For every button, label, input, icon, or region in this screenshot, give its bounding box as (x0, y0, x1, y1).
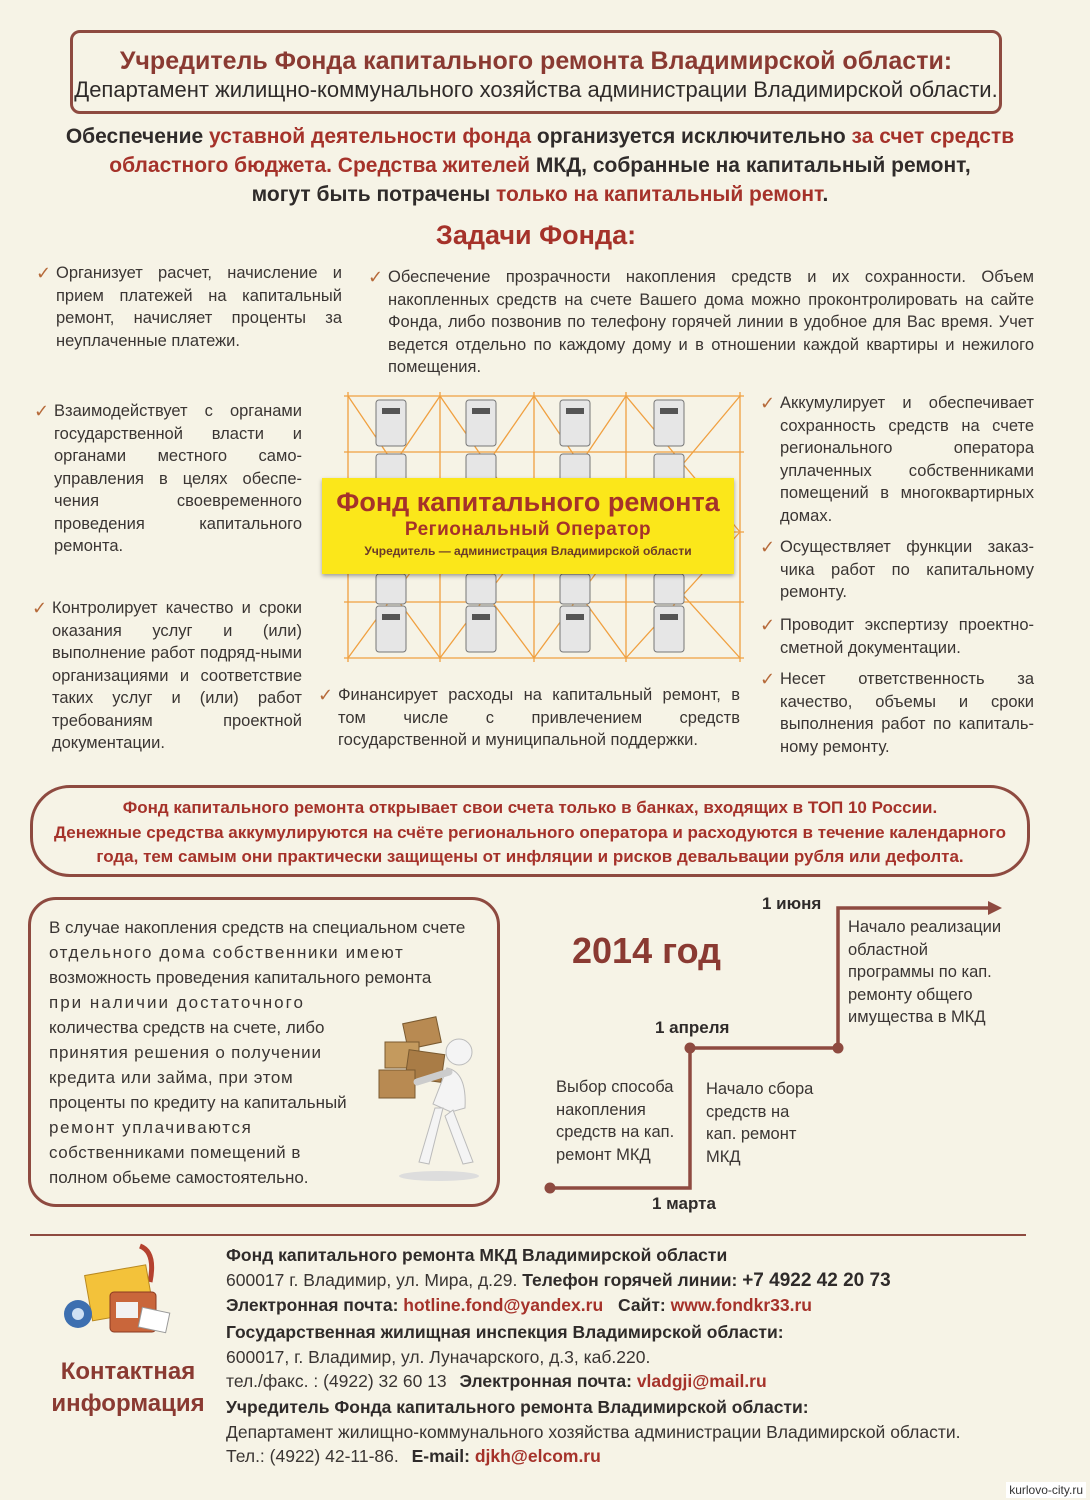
intro-text: могут быть потрачены (251, 183, 497, 206)
inspection-phone[interactable]: тел./факс. : (4922) 32 60 13 (226, 1371, 447, 1391)
banks-line: года, тем самым они практически защищены от инфляции и рисков девальвации рубля или дефолта. (96, 847, 964, 866)
checkmark-icon: ✓ (760, 537, 776, 557)
checkmark-icon: ✓ (760, 393, 776, 413)
timeline-year: 2014 год (572, 930, 721, 971)
savings-line: проценты по кредиту на капитальный (49, 1093, 347, 1112)
timeline-step-text: Выбор способа накопления средств на кап. ремонт МКД (556, 1078, 675, 1164)
fund-address: 600017 г. Владимир, ул. Мира, д.29. (226, 1270, 518, 1290)
savings-line: собственниками помещений в (49, 1143, 301, 1162)
banks-line: Фонд капитального ремонта открывает свои счета только в банках, входящих в ТОП 10 России. (122, 798, 938, 817)
timeline-step-text: Начало реализации областной программы по кап. ремонту общего имущества в МКД (848, 918, 1002, 1026)
checkmark-icon: ✓ (368, 267, 384, 287)
inspection-name: Государственная жилищная инспекция Владимирской области: (226, 1322, 784, 1342)
email-label: Электронная почта: (226, 1295, 399, 1315)
savings-line: количества средств на счете, либо (49, 1018, 325, 1037)
task-text: Проводит экспертизу проектно-сметной документации. (780, 616, 1034, 657)
fund-name: Фонд капитального ремонта МКД Владимирской области (226, 1245, 728, 1265)
logo-subtitle: Региональный Оператор (404, 519, 652, 540)
fund-web-line (226, 1293, 812, 1318)
task-item (32, 597, 302, 755)
intro-highlight: только на капитальный ремонт (496, 183, 823, 206)
task-text: Организует расчет, начисление и прием платежей на капитальный ремонт, начисляет проценты за неуплаченные платежи. (56, 264, 342, 350)
task-item (36, 262, 342, 352)
task-item (34, 400, 302, 558)
founder-contacts-line (226, 1444, 601, 1469)
inspection-address: 600017, г. Владимир, ул. Луначарского, д.3, каб.220. (226, 1347, 651, 1367)
task-text: Контролирует качество и сроки оказания услуг и (или) выполнение работ подряд-ными организациями и соответствие таких услуг и (или) работ требованиям проектной документации. (52, 599, 302, 752)
task-item (318, 684, 740, 752)
task-text: Обеспечение прозрачности накопления средств и их сохранности. Объем накопленных средств на счете Вашего дома можно проконтролировать на сайте Фонда, либо позвонив по телефону горячей линии в удобное для Вас время. Учет ведется отдельно по каждому дому и в отношении каждой квартиры и нежилого помещения. (388, 268, 1034, 376)
savings-line: при наличии достаточного (49, 993, 305, 1012)
task-item (760, 536, 1034, 604)
savings-line: принятия решения о получении (49, 1043, 322, 1062)
intro-highlight: областного бюджета. Средства жителей (109, 154, 531, 177)
task-item (760, 392, 1034, 527)
checkmark-icon: ✓ (760, 669, 776, 689)
timeline-date: 1 марта (652, 1194, 716, 1213)
contact-heading: Контактная информация (51, 1358, 205, 1417)
intro-text: МКД, собранные на капитальный ремонт, (530, 154, 971, 177)
tasks-heading: Задачи Фонда: (435, 220, 637, 250)
intro-text: . (822, 183, 829, 206)
fund-site-link[interactable]: www.fondkr33.ru (670, 1295, 812, 1315)
task-text: Аккумулирует и обеспечивает сохранность средств на счете регионального оператора уплаченных собственниками помещений в многоквартирных домах. (780, 394, 1034, 525)
site-watermark: kurlovo-city.ru (1006, 1482, 1086, 1498)
task-text: Финансирует расходы на капитальный ремонт, в том числе с привлечением средств государственной и муниципальной поддержки. (338, 686, 740, 749)
founder-email-label: E-mail: (411, 1446, 470, 1466)
intro-text: Обеспечение (65, 125, 210, 148)
savings-line: В случае накопления средств на специальном счете (49, 918, 466, 937)
intro-paragraph (60, 122, 1020, 209)
savings-line: ремонт уплачиваются (49, 1118, 253, 1137)
header-subtitle: Департамент жилищно-коммунального хозяйства администрации Владимирской области. (74, 77, 998, 102)
founder-email-link[interactable]: djkh@elcom.ru (474, 1446, 601, 1466)
contact-phone-mail-icon (58, 1242, 208, 1352)
timeline-date: 1 апреля (655, 1018, 730, 1037)
task-text: Осуществляет функции заказ-чика работ по капитальному ремонту. (780, 538, 1034, 601)
inspection-email-label: Электронная почта: (459, 1371, 632, 1391)
fund-contacts-line (226, 1268, 891, 1293)
task-text: Взаимодействует с органами государственной власти и органами местного само-управления в целях обеспе-чения своевременного проведения капитального ремонта. (54, 402, 302, 555)
site-label: Сайт: (618, 1295, 666, 1315)
task-text: Несет ответственность за качество, объемы и сроки выполнения работ по капиталь-ному ремонту. (780, 670, 1034, 756)
banks-line: Денежные средства аккумулируются на счёте регионального оператора и расходуются в течение календарного (53, 822, 1007, 842)
fund-email-link[interactable]: hotline.fond@yandex.ru (403, 1295, 604, 1315)
founder-phone[interactable]: Тел.: (4922) 42-11-86. (226, 1446, 399, 1466)
banks-info-box (30, 785, 1030, 877)
task-item (760, 668, 1034, 758)
checkmark-icon: ✓ (32, 598, 48, 618)
founder-header-box (70, 30, 1002, 114)
intro-highlight: за счет средств (851, 125, 1015, 148)
checkmark-icon: ✓ (760, 615, 776, 635)
savings-line: отдельного дома собственники имеют (49, 943, 405, 962)
logo-title: Фонд капитального ремонта (336, 487, 720, 517)
special-account-box (28, 897, 500, 1207)
timeline-step-text: Начало сбора средств на кап. ремонт МКД (706, 1080, 814, 1166)
timeline-date: 1 июня (762, 894, 822, 913)
intro-highlight: уставной деятельности фонда (209, 125, 532, 148)
hotline-phone[interactable]: +7 4922 42 20 73 (742, 1270, 891, 1291)
intro-text: организуется исключительно (531, 125, 852, 148)
savings-line: возможность проведения капитального ремонта (49, 968, 432, 987)
founder-department: Департамент жилищно-коммунального хозяйства администрации Владимирской области. (226, 1422, 961, 1442)
inspection-email-link[interactable]: vladgji@mail.ru (636, 1371, 767, 1391)
header-title: Учредитель Фонда капитального ремонта Владимирской области: (119, 47, 953, 75)
checkmark-icon: ✓ (34, 401, 50, 421)
savings-line: полном обьеме самостоятельно. (49, 1168, 309, 1187)
checkmark-icon: ✓ (318, 685, 334, 705)
savings-line: кредита или займа, при этом (49, 1068, 294, 1087)
inspection-contacts-line (226, 1369, 767, 1394)
founder-name: Учредитель Фонда капитального ремонта Владимирской области: (226, 1397, 809, 1417)
hotline-label: Телефон горячей линии: (522, 1270, 738, 1290)
checkmark-icon: ✓ (36, 263, 52, 283)
contact-divider (30, 1234, 1026, 1236)
regional-operator-logo (322, 478, 734, 574)
task-item (760, 614, 1034, 659)
task-item (368, 266, 1034, 379)
logo-founder: Учредитель — администрация Владимирской области (364, 544, 692, 558)
man-carrying-boxes-icon (377, 1012, 487, 1182)
